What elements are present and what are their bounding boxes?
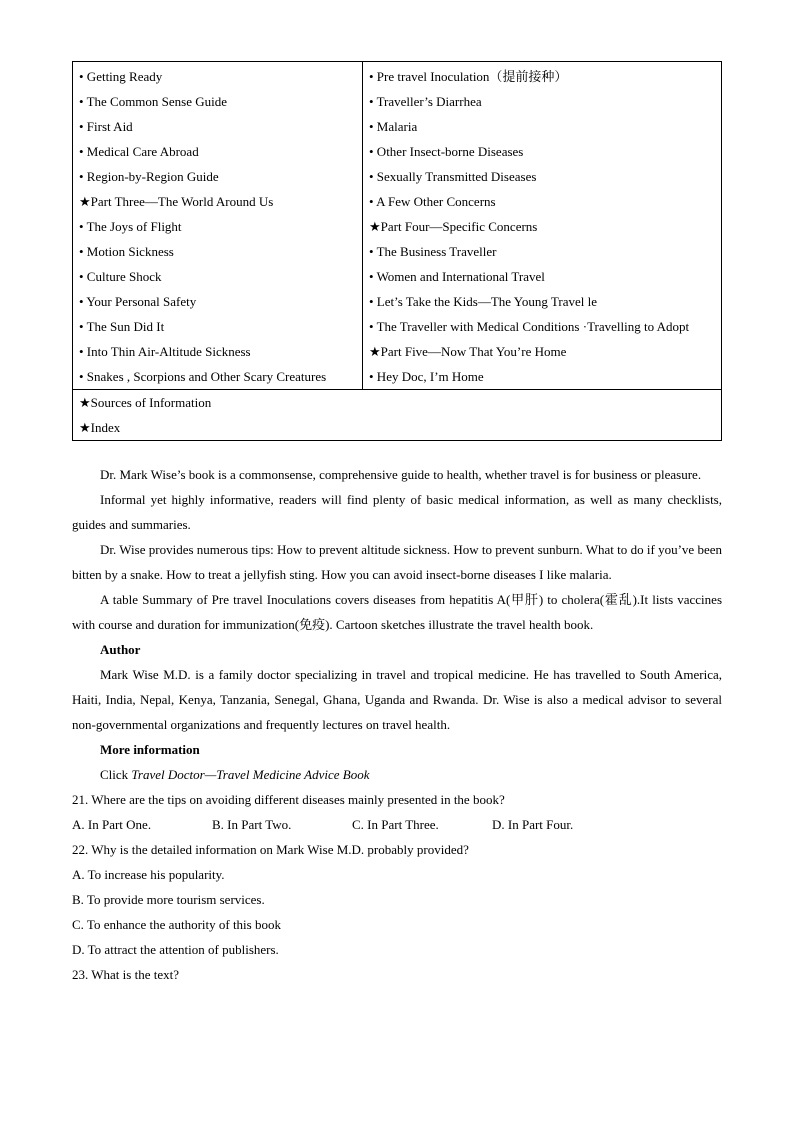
toc-item: • Motion Sickness [79,244,174,259]
toc-item: • Women and International Travel [369,269,545,284]
toc-item: • Hey Doc, I’m Home [369,369,484,384]
toc-item: • The Business Traveller [369,244,497,259]
contents-left-column [73,62,363,390]
toc-item: • The Traveller with Medical Conditions ·Travelling to Adopt [369,319,690,334]
contents-table [72,61,722,441]
toc-item: • The Joys of Flight [79,219,182,234]
question-21: 21. Where are the tips on avoiding different diseases mainly presented in the book? [72,792,505,807]
option-a: A. In Part One. [72,817,152,832]
toc-item: • Into Thin Air-Altitude Sickness [79,344,251,359]
paragraph: Informal yet highly informative, readers will find plenty of basic medical information, as well as many checklists, guides and summaries. [72,492,722,532]
article-body [72,462,722,987]
contents-right-column [363,62,722,390]
toc-item: • Medical Care Abroad [79,144,199,159]
toc-part-heading: ★Part Three—The World Around Us [79,194,274,209]
question-22: 22. Why is the detailed information on Mark Wise M.D. probably provided? [72,842,469,857]
toc-item: • Traveller’s Diarrhea [369,94,482,109]
toc-item: • The Sun Did It [79,319,165,334]
toc-item: • Getting Ready [79,69,163,84]
toc-part-heading: ★Sources of Information [79,395,212,410]
toc-item: • Culture Shock [79,269,162,284]
more-information-heading: More information [100,742,200,757]
toc-item: • Pre travel Inoculation（提前接种） [369,69,568,84]
book-link[interactable]: Travel Doctor—Travel Medicine Advice Book [131,767,370,782]
toc-item: • Let’s Take the Kids—The Young Travel le [369,294,598,309]
toc-item: • Snakes , Scorpions and Other Scary Creatures [79,369,327,384]
paragraph: Dr. Mark Wise’s book is a commonsense, comprehensive guide to health, whether travel is for business or pleasure. [100,467,702,482]
toc-item: • Region-by-Region Guide [79,169,219,184]
option-d: D. To attract the attention of publishers. [72,942,279,957]
paragraph: A table Summary of Pre travel Inoculations covers diseases from hepatitis A(甲肝) to cholera(霍乱).It lists vaccines with course and duration for immunization(免疫). Cartoon sketches illustrate the travel health book. [72,592,722,632]
paragraph: Mark Wise M.D. is a family doctor specializing in travel and tropical medicine. He has travelled to South America, Haiti, India, Nepal, Kenya, Tanzania, Senegal, Ghana, Uganda and Rwanda. Dr. Wise is also a medical advisor to several non-governmental organizations and frequently lectures on travel health. [72,667,722,732]
option-a: A. To increase his popularity. [72,867,225,882]
paragraph: Dr. Wise provides numerous tips: How to prevent altitude sickness. How to prevent sunburn. What to do if you’ve been bitten by a snake. How to treat a jellyfish sting. How you can avoid insect-borne diseases I like malaria. [72,542,722,582]
option-d: D. In Part Four. [492,817,574,832]
toc-item: • The Common Sense Guide [79,94,228,109]
contents-bottom-row [73,390,722,441]
toc-item: • Your Personal Safety [79,294,197,309]
question-23: 23. What is the text? [72,967,179,982]
option-c: C. To enhance the authority of this book [72,917,281,932]
click-prefix: Click [100,767,132,782]
toc-part-heading: ★Part Four—Specific Concerns [369,219,538,234]
toc-item: • Malaria [369,119,418,134]
click-line [100,762,722,787]
author-heading: Author [100,642,141,657]
toc-part-heading: ★Index [79,420,121,435]
option-c: C. In Part Three. [352,817,439,832]
toc-item: • A Few Other Concerns [369,194,496,209]
question-21-options [72,812,722,837]
option-b: B. To provide more tourism services. [72,892,265,907]
toc-item: • Other Insect-borne Diseases [369,144,524,159]
toc-item: • First Aid [79,119,133,134]
option-b: B. In Part Two. [212,817,292,832]
toc-item: • Sexually Transmitted Diseases [369,169,537,184]
toc-part-heading: ★Part Five—Now That You’re Home [369,344,567,359]
